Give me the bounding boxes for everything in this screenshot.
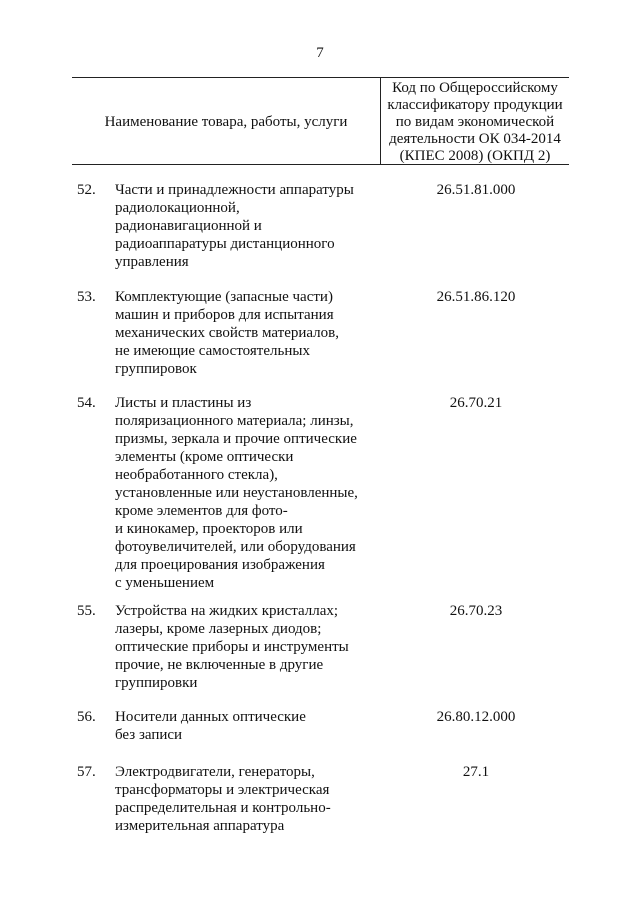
row-code: 26.80.12.000: [436, 709, 516, 725]
row-number: 53.: [77, 289, 96, 305]
table-row: [72, 394, 572, 602]
table-body: [72, 181, 572, 843]
row-code: 27.1: [462, 764, 490, 780]
table-header-name: Наименование товара, работы, услуги: [104, 114, 348, 130]
table-row: [72, 763, 572, 843]
row-code: 26.70.21: [449, 395, 503, 411]
table-row: [72, 708, 572, 763]
row-name: Устройства на жидких кристаллах; лазеры, кроме лазерных диодов; оптические приборы и инструменты прочие, не включенные в другие группировки: [115, 603, 349, 691]
table-row: [72, 288, 572, 394]
table-row: [72, 181, 572, 288]
row-number: 56.: [77, 709, 96, 725]
row-name: Комплектующие (запасные части) машин и приборов для испытания механических свойств материалов, не имеющие самостоятельных группировок: [115, 289, 339, 377]
row-name: Носители данных оптические без записи: [115, 709, 306, 743]
row-code: 26.51.86.120: [436, 289, 516, 305]
row-number: 52.: [77, 182, 96, 198]
row-code: 26.70.23: [449, 603, 503, 619]
row-number: 54.: [77, 395, 96, 411]
table-row: [72, 602, 572, 708]
row-name: Электродвигатели, генераторы, трансформаторы и электрическая распределительная и контрольно- измерительная аппаратура: [115, 764, 331, 834]
row-name: Части и принадлежности аппаратуры радиолокационной, радионавигационной и радиоаппаратуры дистанционного управления: [115, 182, 354, 270]
row-name: Листы и пластины из поляризационного материала; линзы, призмы, зеркала и прочие оптические элементы (кроме оптически необработанного стекла), установленные или неустановленные, кроме элементов для фото- и кинокамер, проекторов или фотоувеличителей, или оборудования для проецирования изображения с уменьшением: [115, 395, 358, 591]
table-header-top-rule: [72, 77, 569, 78]
row-code: 26.51.81.000: [436, 182, 516, 198]
table-header-code: Код по Общероссийскому классификатору продукции по видам экономической деятельности ОК 034-2014 (КПЕС 2008) (ОКПД 2): [387, 80, 563, 164]
row-number: 57.: [77, 764, 96, 780]
row-number: 55.: [77, 603, 96, 619]
page-number: 7: [316, 45, 324, 61]
